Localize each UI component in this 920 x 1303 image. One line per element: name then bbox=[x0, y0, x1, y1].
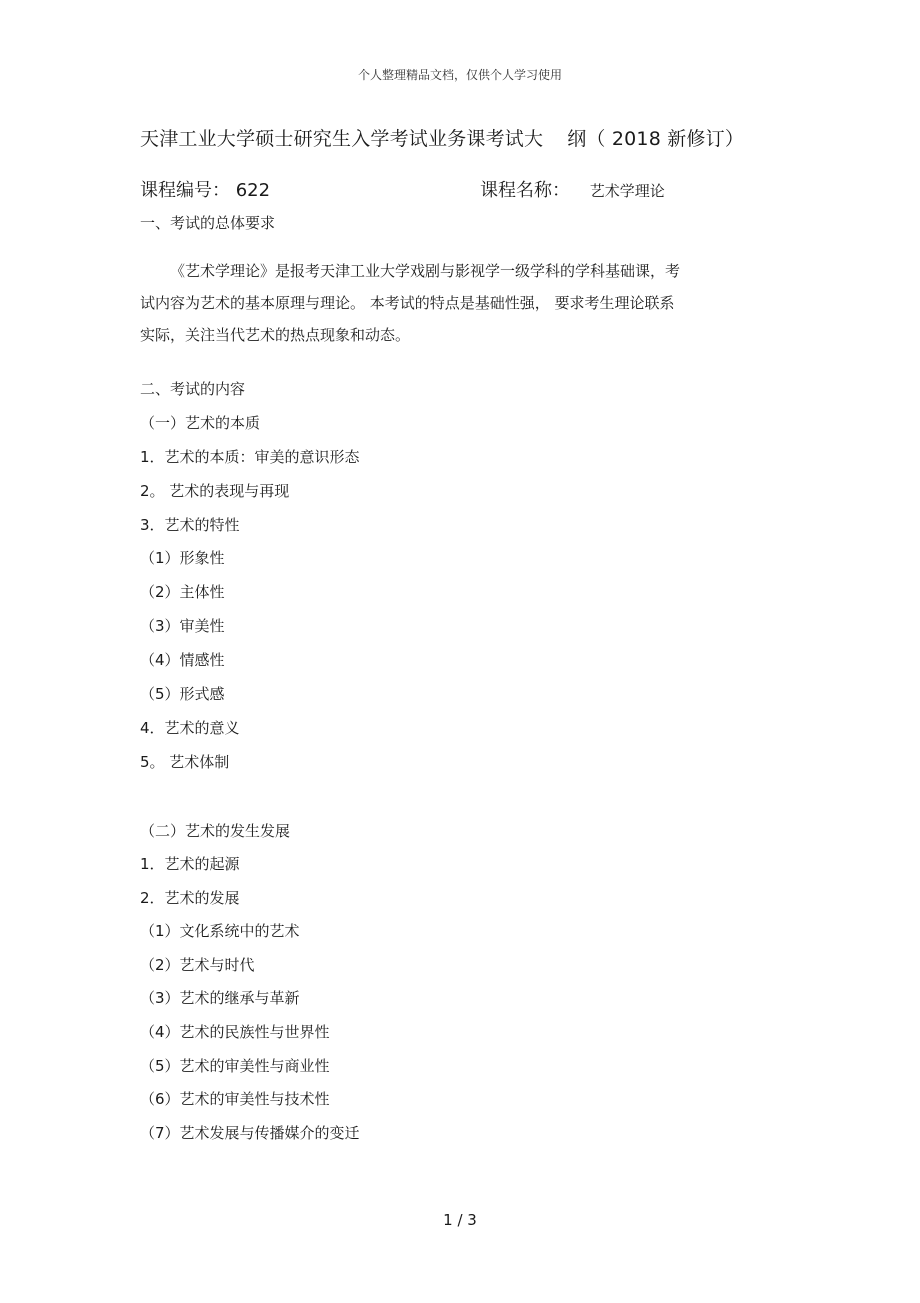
outline-item: （4）艺术的民族性与世界性 bbox=[140, 1023, 330, 1041]
outline-item: （1）文化系统中的艺术 bbox=[140, 922, 300, 940]
outline-item: 4．艺术的意义 bbox=[140, 719, 240, 737]
outline-item: 2．艺术的发展 bbox=[140, 889, 240, 907]
outline-item: （4）情感性 bbox=[140, 651, 225, 669]
course-name-label: 课程名称： bbox=[480, 180, 570, 201]
outline-item: 3．艺术的特性 bbox=[140, 516, 240, 534]
paragraph-line: 《艺术学理论》是报考天津工业大学戏剧与影视学一级学科的学科基础课，考 bbox=[170, 262, 681, 280]
section-2-heading: 二、考试的内容 bbox=[140, 380, 246, 398]
paragraph-line: 试内容为艺术的基本原理与理论。 本考试的特点是基础性强， 要求考生理论联系 bbox=[140, 294, 675, 312]
outline-item: （7）艺术发展与传播媒介的变迁 bbox=[140, 1124, 360, 1142]
course-code bbox=[140, 176, 270, 202]
title-part-1: 天津工业大学硕士研究生入学考试业务课考试大 bbox=[140, 128, 544, 150]
page-number: 1 / 3 bbox=[443, 1211, 477, 1229]
outline-item: （1）形象性 bbox=[140, 549, 225, 567]
outline-item: 2。 艺术的表现与再现 bbox=[140, 482, 290, 500]
outline-item: （3）艺术的继承与革新 bbox=[140, 989, 300, 1007]
course-code-label: 课程编号： bbox=[140, 180, 230, 201]
outline-item: （5）形式感 bbox=[140, 685, 225, 703]
header-note: 个人整理精品文档，仅供个人学习使用 bbox=[357, 68, 562, 82]
section-1-heading: 一、考试的总体要求 bbox=[140, 214, 276, 232]
outline-item: （5）艺术的审美性与商业性 bbox=[140, 1057, 330, 1075]
section-1-paragraph bbox=[140, 255, 780, 351]
paragraph-line: 实际，关注当代艺术的热点现象和动态。 bbox=[140, 326, 411, 344]
title-part-2: 纲（ 2018 新修订） bbox=[567, 128, 745, 150]
document-title bbox=[140, 124, 744, 151]
part-2-heading: （二）艺术的发生发展 bbox=[140, 822, 291, 840]
part-1-heading: （一）艺术的本质 bbox=[140, 414, 261, 432]
course-code-value: 622 bbox=[235, 180, 271, 201]
outline-item: （2）艺术与时代 bbox=[140, 956, 255, 974]
outline-item: 1．艺术的起源 bbox=[140, 855, 240, 873]
outline-item: 5。 艺术体制 bbox=[140, 753, 230, 771]
outline-item: （2）主体性 bbox=[140, 583, 225, 601]
course-name bbox=[480, 176, 665, 202]
outline-item: （6）艺术的审美性与技术性 bbox=[140, 1090, 330, 1108]
outline-item: （3）审美性 bbox=[140, 617, 225, 635]
outline-item: 1．艺术的本质：审美的意识形态 bbox=[140, 448, 360, 466]
course-name-value: 艺术学理论 bbox=[589, 182, 665, 200]
